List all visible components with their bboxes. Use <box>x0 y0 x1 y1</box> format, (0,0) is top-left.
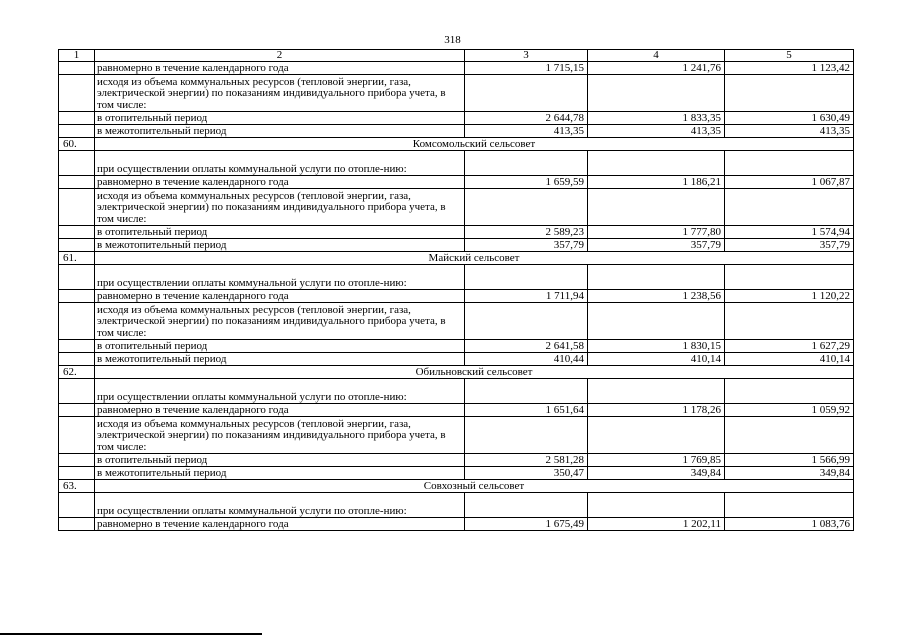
value-cell-col4 <box>588 417 725 454</box>
row-number-cell <box>59 239 95 252</box>
table-row <box>59 417 854 454</box>
table-row <box>59 353 854 366</box>
value-cell-col3: 1 711,94 <box>465 290 588 303</box>
value-cell-col4: 1 238,56 <box>588 290 725 303</box>
value-cell-col5: 413,35 <box>725 125 854 138</box>
value-cell-col4: 1 777,80 <box>588 226 725 239</box>
row-label: в межотопительный период <box>95 125 465 138</box>
value-cell-col3: 413,35 <box>465 125 588 138</box>
table-row <box>59 112 854 125</box>
row-label: при осуществлении оплаты коммунальной услуги по отопле-нию: <box>95 151 465 176</box>
value-cell-col3 <box>465 75 588 112</box>
table-row <box>59 75 854 112</box>
column-number-4: 4 <box>588 50 725 62</box>
page-number: 318 <box>444 34 461 46</box>
value-cell-col3 <box>465 151 588 176</box>
row-number-cell <box>59 340 95 353</box>
value-cell-col4: 1 833,35 <box>588 112 725 125</box>
value-cell-col3: 357,79 <box>465 239 588 252</box>
row-number-cell <box>59 518 95 531</box>
row-label: равномерно в течение календарного года <box>95 62 465 75</box>
table-row <box>59 290 854 303</box>
section-name: Майский сельсовет <box>95 252 854 265</box>
value-cell-col4 <box>588 265 725 290</box>
row-number-cell <box>59 303 95 340</box>
value-cell-col4 <box>588 189 725 226</box>
tariff-table <box>58 49 854 531</box>
value-cell-col3: 2 641,58 <box>465 340 588 353</box>
value-cell-col5 <box>725 303 854 340</box>
section-name: Комсомольский сельсовет <box>95 138 854 151</box>
row-number-cell <box>59 353 95 366</box>
row-number-cell <box>59 75 95 112</box>
value-cell-col5 <box>725 493 854 518</box>
value-cell-col3: 2 589,23 <box>465 226 588 239</box>
value-cell-col5: 349,84 <box>725 467 854 480</box>
row-number-cell <box>59 112 95 125</box>
table-row <box>59 189 854 226</box>
row-label: при осуществлении оплаты коммунальной услуги по отопле-нию: <box>95 265 465 290</box>
table-row <box>59 62 854 75</box>
value-cell-col4: 1 830,15 <box>588 340 725 353</box>
row-label: в отопительный период <box>95 340 465 353</box>
value-cell-col3 <box>465 417 588 454</box>
value-cell-col3: 1 659,59 <box>465 176 588 189</box>
value-cell-col3 <box>465 265 588 290</box>
value-cell-col5 <box>725 379 854 404</box>
value-cell-col3: 410,44 <box>465 353 588 366</box>
row-number-cell <box>59 189 95 226</box>
table-row <box>59 404 854 417</box>
value-cell-col4: 349,84 <box>588 467 725 480</box>
row-number-cell <box>59 404 95 417</box>
row-label: в отопительный период <box>95 226 465 239</box>
column-number-1: 1 <box>59 50 95 62</box>
row-number-cell <box>59 417 95 454</box>
section-row <box>59 366 854 379</box>
value-cell-col5: 1 083,76 <box>725 518 854 531</box>
table-row <box>59 467 854 480</box>
row-label: в межотопительный период <box>95 467 465 480</box>
table-row <box>59 303 854 340</box>
table-row <box>59 151 854 176</box>
row-number-cell <box>59 176 95 189</box>
table-row <box>59 518 854 531</box>
value-cell-col5: 1 627,29 <box>725 340 854 353</box>
value-cell-col3 <box>465 493 588 518</box>
value-cell-col3: 1 675,49 <box>465 518 588 531</box>
table-row <box>59 176 854 189</box>
row-number-cell <box>59 493 95 518</box>
table-row <box>59 265 854 290</box>
value-cell-col3 <box>465 379 588 404</box>
row-number-cell <box>59 125 95 138</box>
tariff-table-body <box>59 50 854 531</box>
table-row <box>59 379 854 404</box>
value-cell-col3: 1 651,64 <box>465 404 588 417</box>
row-label: при осуществлении оплаты коммунальной услуги по отопле-нию: <box>95 493 465 518</box>
value-cell-col5: 1 566,99 <box>725 454 854 467</box>
row-label: исходя из объема коммунальных ресурсов (тепловой энергии, газа, электрической энергии) по показаниям индивидуального прибора учета, в том числе: <box>95 75 465 112</box>
section-name: Обильновский сельсовет <box>95 366 854 379</box>
value-cell-col4 <box>588 75 725 112</box>
table-row <box>59 493 854 518</box>
row-label: исходя из объема коммунальных ресурсов (тепловой энергии, газа, электрической энергии) по показаниям индивидуального прибора учета, в том числе: <box>95 417 465 454</box>
value-cell-col3: 1 715,15 <box>465 62 588 75</box>
value-cell-col3: 350,47 <box>465 467 588 480</box>
row-label: в отопительный период <box>95 454 465 467</box>
value-cell-col4: 1 241,76 <box>588 62 725 75</box>
value-cell-col5: 357,79 <box>725 239 854 252</box>
value-cell-col4 <box>588 151 725 176</box>
column-number-2: 2 <box>95 50 465 62</box>
row-number-cell <box>59 226 95 239</box>
value-cell-col4: 1 769,85 <box>588 454 725 467</box>
value-cell-col5 <box>725 265 854 290</box>
value-cell-col5: 1 574,94 <box>725 226 854 239</box>
row-number-cell <box>59 454 95 467</box>
table-row <box>59 340 854 353</box>
row-number-cell <box>59 467 95 480</box>
value-cell-col5: 1 059,92 <box>725 404 854 417</box>
row-number-cell <box>59 379 95 404</box>
row-label: в межотопительный период <box>95 353 465 366</box>
value-cell-col5 <box>725 151 854 176</box>
row-label: равномерно в течение календарного года <box>95 176 465 189</box>
value-cell-col5 <box>725 75 854 112</box>
section-number: 63. <box>59 480 95 493</box>
section-row <box>59 480 854 493</box>
row-label: в межотопительный период <box>95 239 465 252</box>
value-cell-col4: 1 186,21 <box>588 176 725 189</box>
row-label: исходя из объема коммунальных ресурсов (тепловой энергии, газа, электрической энергии) по показаниям индивидуального прибора учета, в том числе: <box>95 303 465 340</box>
value-cell-col4 <box>588 493 725 518</box>
section-number: 61. <box>59 252 95 265</box>
table-row <box>59 454 854 467</box>
row-label: в отопительный период <box>95 112 465 125</box>
row-label: исходя из объема коммунальных ресурсов (тепловой энергии, газа, электрической энергии) по показаниям индивидуального прибора учета, в том числе: <box>95 189 465 226</box>
row-label: при осуществлении оплаты коммунальной услуги по отопле-нию: <box>95 379 465 404</box>
row-number-cell <box>59 290 95 303</box>
value-cell-col5: 1 630,49 <box>725 112 854 125</box>
value-cell-col5: 1 067,87 <box>725 176 854 189</box>
column-number-3: 3 <box>465 50 588 62</box>
column-number-5: 5 <box>725 50 854 62</box>
value-cell-col4: 413,35 <box>588 125 725 138</box>
section-number: 60. <box>59 138 95 151</box>
value-cell-col4: 357,79 <box>588 239 725 252</box>
value-cell-col3 <box>465 303 588 340</box>
row-number-cell <box>59 151 95 176</box>
section-number: 62. <box>59 366 95 379</box>
table-row <box>59 125 854 138</box>
row-label: равномерно в течение календарного года <box>95 518 465 531</box>
value-cell-col3 <box>465 189 588 226</box>
value-cell-col5: 1 120,22 <box>725 290 854 303</box>
value-cell-col4 <box>588 379 725 404</box>
value-cell-col4: 410,14 <box>588 353 725 366</box>
table-row <box>59 239 854 252</box>
row-number-cell <box>59 265 95 290</box>
value-cell-col4: 1 178,26 <box>588 404 725 417</box>
row-label: равномерно в течение календарного года <box>95 290 465 303</box>
section-row <box>59 252 854 265</box>
table-row <box>59 226 854 239</box>
value-cell-col5 <box>725 417 854 454</box>
row-label: равномерно в течение календарного года <box>95 404 465 417</box>
value-cell-col3: 2 581,28 <box>465 454 588 467</box>
column-number-row <box>59 50 854 62</box>
value-cell-col3: 2 644,78 <box>465 112 588 125</box>
value-cell-col5: 1 123,42 <box>725 62 854 75</box>
value-cell-col5 <box>725 189 854 226</box>
section-row <box>59 138 854 151</box>
value-cell-col5: 410,14 <box>725 353 854 366</box>
row-number-cell <box>59 62 95 75</box>
value-cell-col4 <box>588 303 725 340</box>
section-name: Совхозный сельсовет <box>95 480 854 493</box>
value-cell-col4: 1 202,11 <box>588 518 725 531</box>
footnote-rule <box>0 633 262 635</box>
